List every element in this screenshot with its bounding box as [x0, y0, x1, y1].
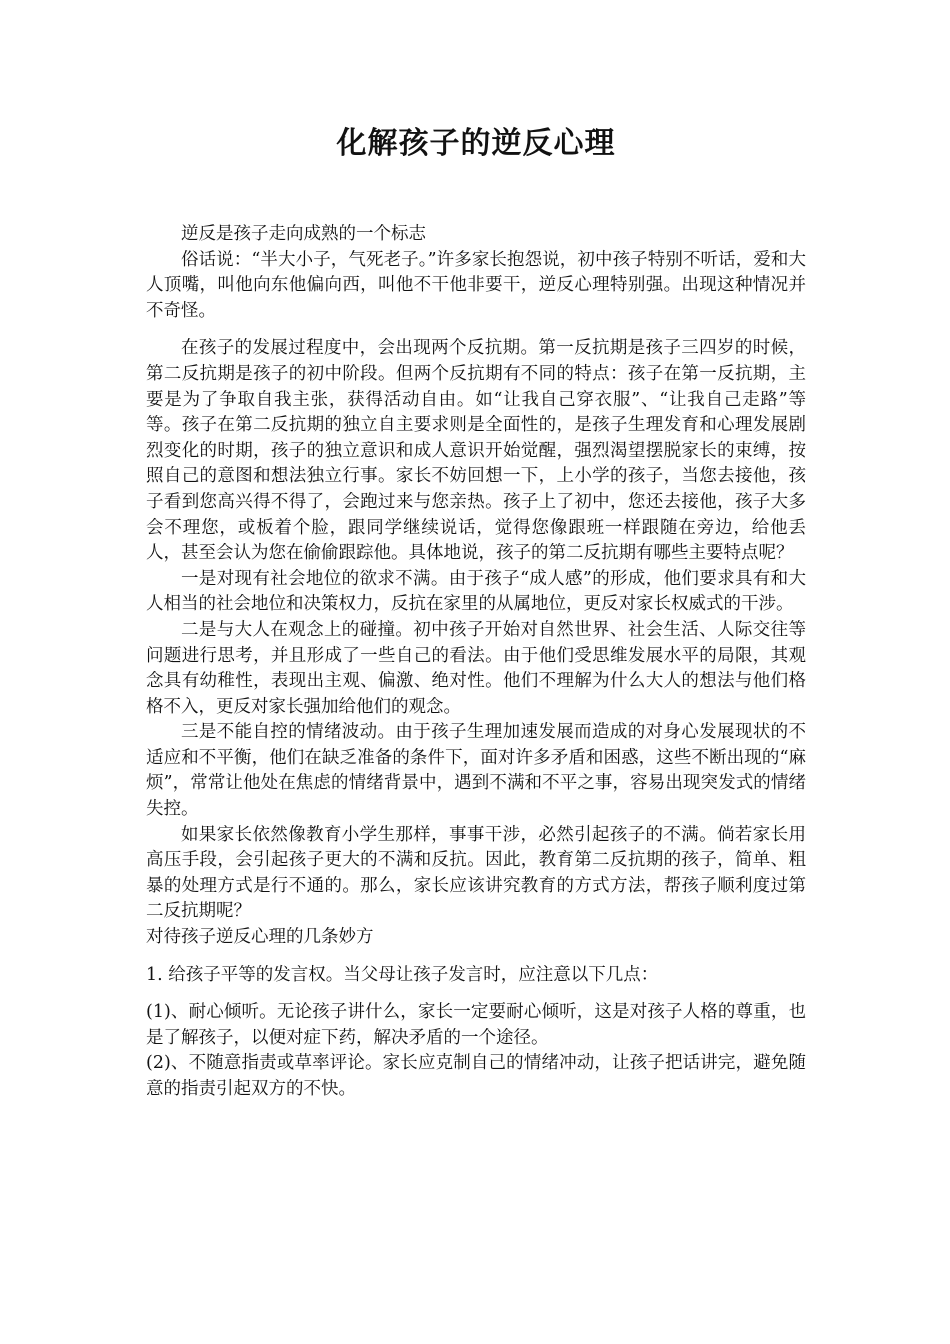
subtitle-paragraph: 逆反是孩子走向成熟的一个标志: [181, 224, 426, 244]
section-heading: 对待孩子逆反心理的几条妙方: [146, 927, 374, 948]
list-subitem: (2)、不随意指责或草率评论。家长应克制自己的情绪冲动，让孩子把话讲完，避免随意的指责引起双方的不快。: [146, 1053, 806, 1099]
body-paragraph: 俗话说：“半大小子，气死老子。”许多家长抱怨说，初中孩子特别不听话，爱和大人顶嘴，叫他向东他偏向西，叫他不干他非要干，逆反心理特别强。出现这种情况并不奇怪。: [146, 249, 806, 321]
list-item: 1. 给孩子平等的发言权。当父母让孩子发言时，应注意以下几点：: [146, 964, 659, 985]
body-paragraph: 二是与大人在观念上的碰撞。初中孩子开始对自然世界、社会生活、人际交往等问题进行思考，并且形成了一些自己的看法。由于他们受思维发展水平的局限，其观念具有幼稚性，表现出主观、偏激、绝对性。他们不理解为什么大人的想法与他们格格不入，更反对家长强加给他们的观念。: [146, 619, 806, 717]
body-paragraph: 如果家长依然像教育小学生那样，事事干涉，必然引起孩子的不满。倘若家长用高压手段，会引起孩子更大的不满和反抗。因此，教育第二反抗期的孩子，简单、粗暴的处理方式是行不通的。那么，家长应该讲究教育的方式方法，帮孩子顺利度过第二反抗期呢？: [146, 824, 806, 922]
document-body: [146, 222, 806, 1103]
document-title: 化解孩子的逆反心理: [336, 126, 616, 161]
body-paragraph: 三是不能自控的情绪波动。由于孩子生理加速发展而造成的对身心发展现状的不适应和不平衡，他们在缺乏准备的条件下，面对许多矛盾和困惑，这些不断出现的“麻烦”，常常让他处在焦虑的情绪背景中，遇到不满和不平之事，容易出现突发式的情绪失控。: [146, 722, 806, 820]
body-paragraph: 一是对现有社会地位的欲求不满。由于孩子“成人感”的形成，他们要求具有和大人相当的社会地位和决策权力，反抗在家里的从属地位，更反对家长权威式的干涉。: [146, 568, 806, 615]
body-paragraph: 在孩子的发展过程度中，会出现两个反抗期。第一反抗期是孩子三四岁的时候，第二反抗期是孩子的初中阶段。但两个反抗期有不同的特点：孩子在第一反抗期，主要是为了争取自我主张，获得活动自由。如“让我自己穿衣服”、“让我自己走路”等等。孩子在第二反抗期的独立自主要求则是全面性的，是孩子生理发育和心理发展剧烈变化的时期，孩子的独立意识和成人意识开始觉醒，强烈渴望摆脱家长的束缚，按照自己的意图和想法独立行事。家长不妨回想一下，上小学的孩子，当您去接他，孩子看到您高兴得不得了，会跑过来与您亲热。孩子上了初中，您还去接他，孩子大多会不理您，或板着个脸，跟同学继续说话，觉得您像跟班一样跟随在旁边，给他丢人，甚至会认为您在偷偷跟踪他。具体地说，孩子的第二反抗期有哪些主要特点呢？: [146, 338, 806, 564]
list-subitem: (1)、耐心倾听。无论孩子讲什么，家长一定要耐心倾听，这是对孩子人格的尊重，也是了解孩子，以便对症下药，解决矛盾的一个途径。: [146, 1002, 806, 1048]
